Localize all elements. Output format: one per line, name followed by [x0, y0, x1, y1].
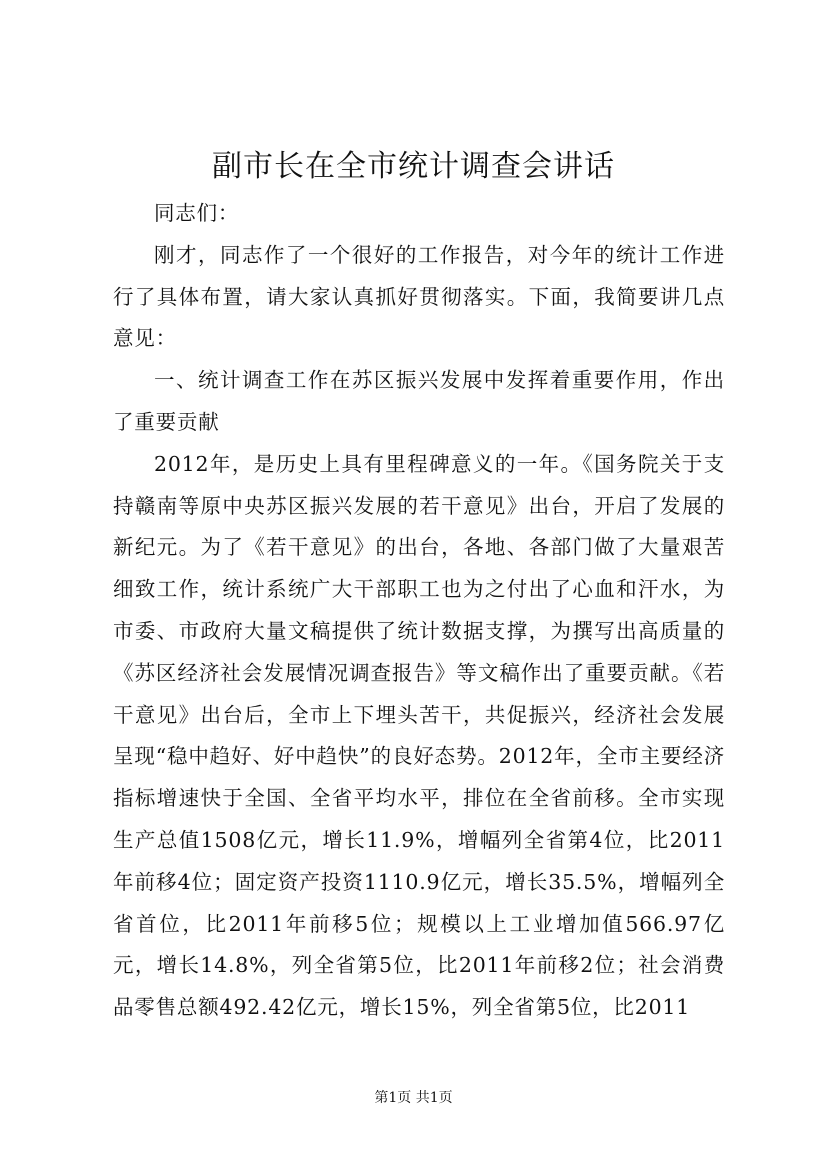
document-title: 副市长在全市统计调查会讲话	[212, 149, 615, 184]
body-paragraph: 2012年，是历史上具有里程碑意义的一年。《国务院关于支持赣南等原中央苏区振兴发展的若干意见》出台，开启了发展的新纪元。为了《若干意见》的出台，各地、各部门做了大量艰苦细致工作，统计系统广大干部职工也为之付出了心血和汗水，为市委、市政府大量文稿提供了统计数据支撑，为撰写出高质量的《苏区经济社会发展情况调查报告》等文稿作出了重要贡献。《若干意见》出台后，全市上下埋头苦干，共促振兴，经济社会发展呈现“稳中趋好、好中趋快”的良好态势。2012年，全市主要经济指标增速快于全国、全省平均水平，排位在全省前移。全市实现生产总值1508亿元，增长11.9%，增幅列全省第4位，比2011年前移4位；固定资产投资1110.9亿元，增长35.5%，增幅列全省首位，比2011年前移5位；规模以上工业增加值566.97亿元，增长14.8%，列全省第5位，比2011年前移2位；社会消费品零售总额492.42亿元，增长15%，列全省第5位，比2011	[113, 451, 725, 1020]
page-footer: 第1页 共1页	[374, 1090, 453, 1106]
salutation-paragraph: 同志们：	[154, 201, 240, 225]
section-heading-paragraph: 一、统计调查工作在苏区振兴发展中发挥着重要作用，作出了重要贡献	[113, 368, 725, 434]
document-body	[113, 193, 725, 1029]
intro-paragraph: 刚才，同志作了一个很好的工作报告，对今年的统计工作进行了具体布置，请大家认真抓好贯彻落实。下面，我简要讲几点意见：	[113, 242, 725, 351]
